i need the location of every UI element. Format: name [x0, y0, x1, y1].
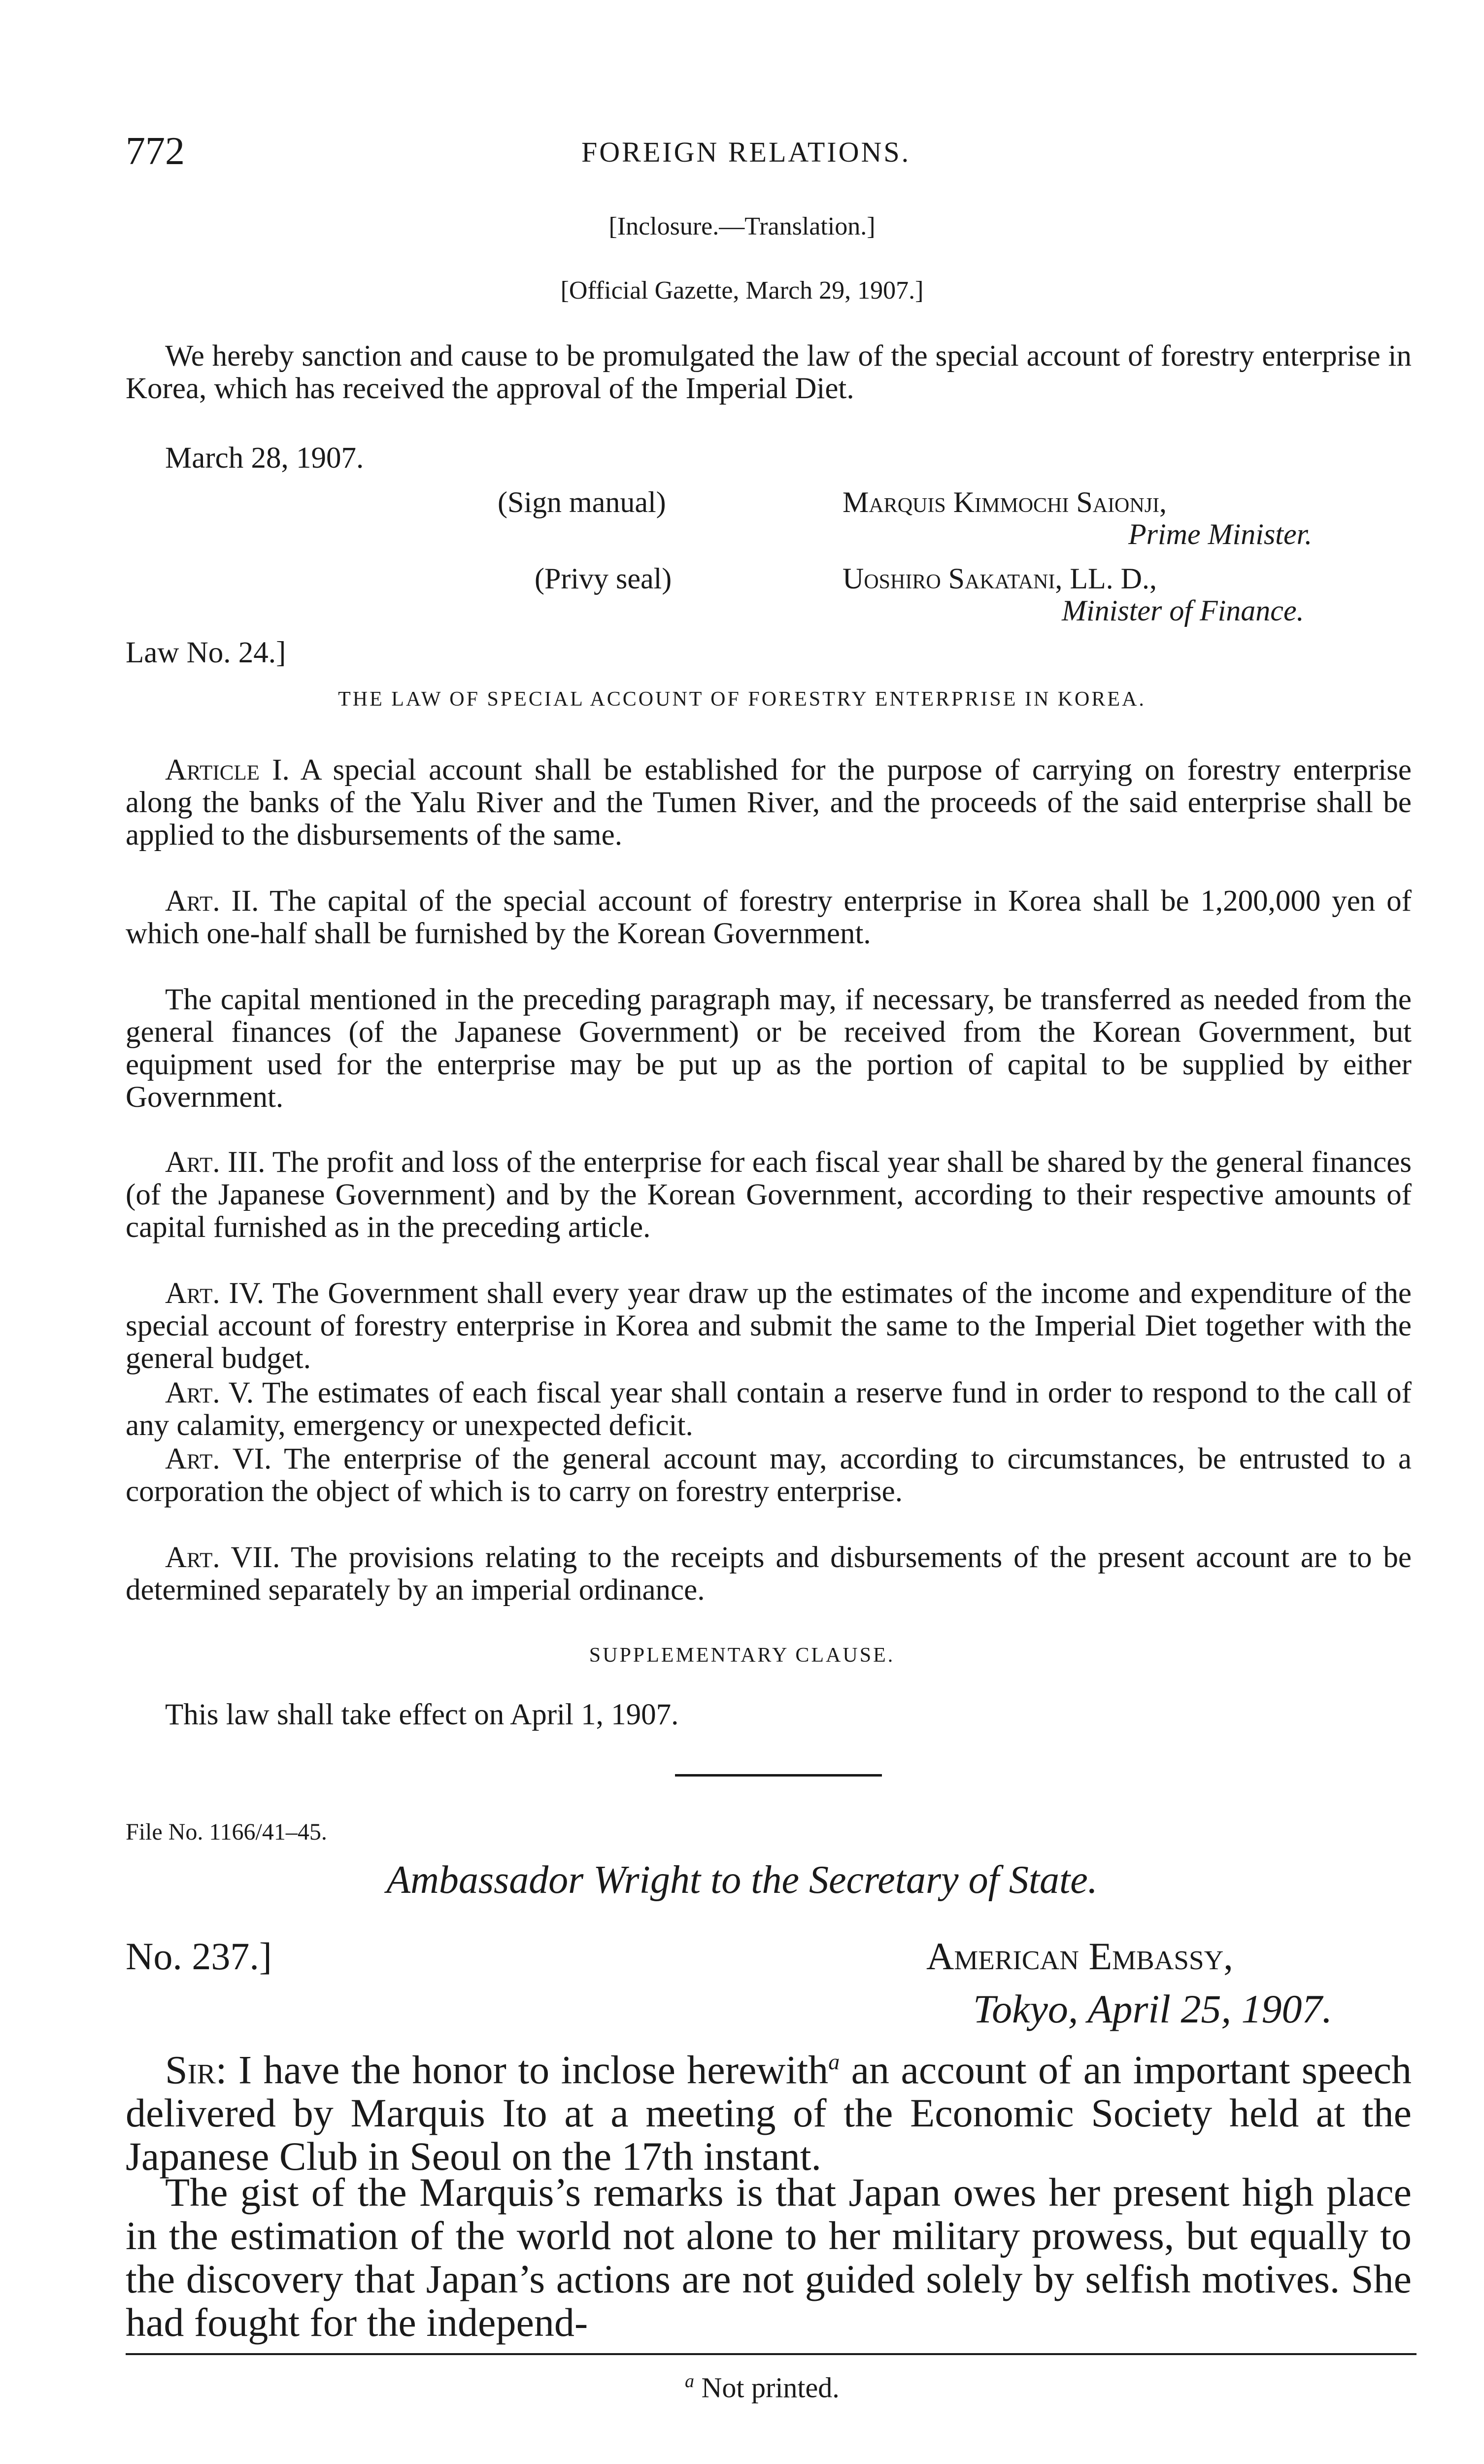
footnote-reference: a	[828, 2049, 840, 2074]
gazette-source: [Official Gazette, March 29, 1907.]	[560, 276, 924, 305]
article-7: Art. VII. The provisions relating to the receipts and disbursements of the present account are to be determined separately by an imperial ordinance.	[126, 1541, 1412, 1607]
article-6: Art. VI. The enterprise of the general account may, according to circumstances, be entrusted to a corporation the object of which is to carry on forestry enterprise.	[126, 1442, 1412, 1508]
inclosure-label: [Inclosure.—Translation.]	[608, 212, 876, 240]
article-7-label: Art. VII.	[165, 1541, 280, 1574]
article-5-label: Art. V.	[165, 1376, 254, 1409]
article-5: Art. V. The estimates of each fiscal year shall contain a reserve fund in order to respond to the call of any calamity, emergency or unexpected deficit.	[126, 1376, 1412, 1442]
law-number: Law No. 24.]	[126, 636, 286, 669]
signatory-2-name: Uoshiro Sakatani, LL. D.,	[843, 562, 1157, 595]
dispatch-paragraph-1: Sir: I have the honor to inclose herewith$^a$ an account of an important speech delivered by Marquis Ito at a meeting of the Economic Society held at the Japanese Club in Seoul on the 17th instant.	[126, 2047, 1412, 2179]
footnote-rule	[126, 2353, 1417, 2355]
dispatch-date: Tokyo, April 25, 1907.	[973, 1986, 1332, 2031]
supplementary-text: This law shall take effect on April 1, 1907.	[165, 1698, 679, 1731]
law-title: THE LAW OF SPECIAL ACCOUNT OF FORESTRY ENTERPRISE IN KOREA.	[338, 688, 1146, 711]
dispatch-place: American Embassy,	[926, 1935, 1233, 1978]
article-2: Art. II. The capital of the special account of forestry enterprise in Korea shall be 1,200,000 yen of which one-half shall be furnished by the Korean Government.	[126, 885, 1412, 950]
footnote-text: Not printed.	[701, 2371, 840, 2404]
section-divider	[675, 1774, 882, 1777]
signatory-1-name: Marquis Kimmochi Saionji,	[843, 486, 1167, 518]
running-head: FOREIGN RELATIONS.	[581, 136, 911, 168]
article-4: Art. IV. The Government shall every year draw up the estimates of the income and expenditure of the special account of forestry enterprise in Korea and submit the same to the Imperial Diet together with the general budget.	[126, 1277, 1412, 1375]
sign-manual-mark: (Sign manual)	[498, 486, 666, 518]
dispatch-number: No. 237.]	[126, 1935, 272, 1978]
page-number: 772	[126, 130, 185, 173]
salutation: Sir:	[165, 2047, 227, 2092]
sanction-date: March 28, 1907.	[165, 442, 364, 475]
article-1-label: Article I.	[165, 753, 290, 787]
article-6-label: Art. VI.	[165, 1442, 272, 1475]
article-4-label: Art. IV.	[165, 1277, 265, 1310]
footnote	[685, 2370, 840, 2404]
article-2-label: Art. II.	[165, 885, 259, 918]
supplementary-title: SUPPLEMENTARY CLAUSE.	[589, 1644, 895, 1667]
article-2-para-2: The capital mentioned in the preceding paragraph may, if necessary, be transferred as needed from the general finances (of the Japanese Government) or be received from the Korean Government, but equipment used for the enterprise may be put up as the portion of capital to be supplied by either Government.	[126, 983, 1412, 1114]
sanction-paragraph: We hereby sanction and cause to be promulgated the law of the special account of forestry enterprise in Korea, which has received the approval of the Imperial Diet.	[126, 340, 1412, 405]
signatory-1-title: Prime Minister.	[1128, 518, 1313, 550]
dispatch-heading: Ambassador Wright to the Secretary of State.	[386, 1858, 1098, 1902]
file-number: File No. 1166/41–45.	[126, 1819, 327, 1845]
dispatch-paragraph-2: The gist of the Marquis’s remarks is that Japan owes her present high place in the estimation of the world not alone to her military prowess, but equally to the discovery that Japan’s actions are not guided solely by selfish motives. She had fought for the independ-	[126, 2170, 1412, 2345]
article-3-label: Art. III.	[165, 1146, 266, 1179]
privy-seal-mark: (Privy seal)	[535, 562, 672, 595]
signatory-2-title: Minister of Finance.	[1062, 594, 1304, 627]
footnote-mark: a	[685, 2371, 694, 2392]
article-3: Art. III. The profit and loss of the enterprise for each fiscal year shall be shared by the general finances (of the Japanese Government) and by the Korean Government, according to their respective amounts of capital furnished as in the preceding article.	[126, 1146, 1412, 1244]
article-1: Article I. A special account shall be established for the purpose of carrying on forestry enterprise along the banks of the Yalu River and the Tumen River, and the proceeds of the said enterprise shall be applied to the disbursements of the same.	[126, 753, 1412, 852]
